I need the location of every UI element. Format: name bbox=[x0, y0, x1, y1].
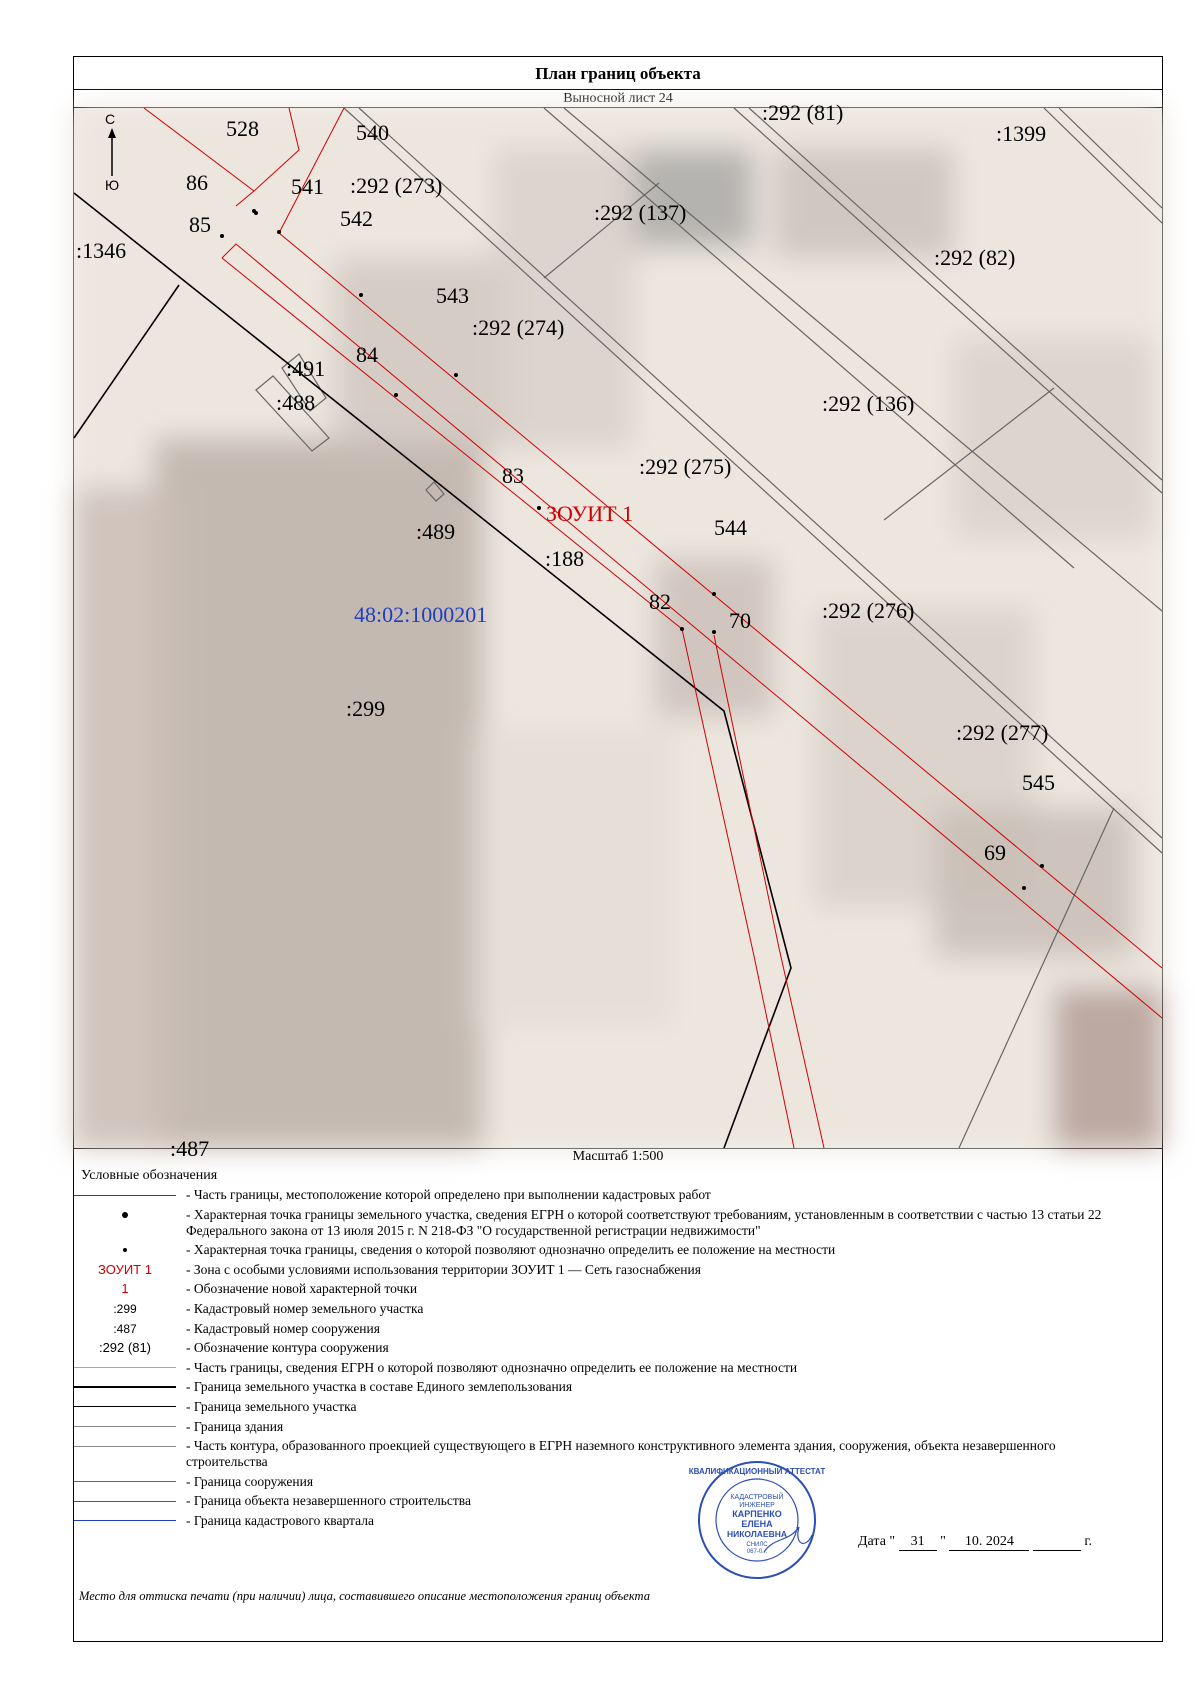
engineer-stamp bbox=[688, 1457, 826, 1583]
label-82: 82 bbox=[649, 589, 671, 614]
legend-item: - Граница сооружения bbox=[74, 1474, 1162, 1490]
date-field: Дата " 31 " 10. 2024 г. bbox=[858, 1534, 1093, 1549]
map-scale: Масштаб 1:500 bbox=[572, 1149, 664, 1164]
thick-black-line-symbol bbox=[74, 1386, 176, 1388]
label-543: 543 bbox=[436, 283, 469, 308]
legend-title: Условные обозначения bbox=[81, 1168, 218, 1183]
label-540: 540 bbox=[356, 120, 389, 145]
legend-item: - Часть контура, образованного проекцией существующего в ЕГРН наземного конструктивного элемента здания, сооружения, объекта незавершенного строительства bbox=[74, 1438, 1162, 1470]
point-83 bbox=[537, 506, 541, 510]
parcel-number-symbol: :299 bbox=[113, 1301, 137, 1316]
svg-text:ИНЖЕНЕР: ИНЖЕНЕР bbox=[739, 1502, 775, 1509]
label-487: :487 bbox=[170, 1136, 210, 1161]
red-line-symbol bbox=[74, 1195, 176, 1196]
label-292-277: :292 (277) bbox=[956, 720, 1049, 745]
svg-text:КАРПЕНКО: КАРПЕНКО bbox=[732, 1509, 782, 1519]
point-70 bbox=[712, 630, 716, 634]
legend-item: :487 - Кадастровый номер сооружения bbox=[113, 1320, 380, 1336]
label-528: 528 bbox=[226, 116, 259, 141]
legend-item: ЗОУИТ 1 - Зона с особыми условиями использования территории ЗОУИТ 1 — Сеть газоснабжения bbox=[98, 1261, 701, 1277]
sheet-number: Выносной лист 24 bbox=[74, 90, 1162, 108]
svg-text:НИКОЛАЕВНА: НИКОЛАЕВНА bbox=[726, 1529, 788, 1539]
label-84: 84 bbox=[356, 342, 378, 367]
black-line-symbol bbox=[74, 1406, 176, 1407]
stamp-footnote: Место для оттиска печати (при наличии) лица, составившего описание местоположения границ объекта bbox=[79, 1589, 650, 1603]
date-day: 31 bbox=[899, 1534, 937, 1551]
label-292-81: :292 (81) bbox=[762, 100, 844, 125]
point-82 bbox=[680, 627, 684, 631]
svg-text:067-0...: 067-0... bbox=[746, 1549, 768, 1555]
point-543 bbox=[454, 373, 458, 377]
legend-item: 1 - Обозначение новой характерной точки bbox=[121, 1281, 418, 1297]
point-528 bbox=[254, 211, 258, 215]
point-84 bbox=[394, 393, 398, 397]
legend-item: - Часть границы, местоположение которой определено при выполнении кадастровых работ bbox=[74, 1187, 1162, 1203]
label-541: 541 bbox=[291, 174, 324, 199]
plan-frame bbox=[73, 56, 1163, 1642]
label-542: 542 bbox=[340, 206, 373, 231]
legend-item: - Граница земельного участка в составе Единого землепользования bbox=[74, 1379, 1162, 1395]
date-blank bbox=[1033, 1534, 1081, 1551]
label-83: 83 bbox=[502, 463, 524, 488]
point-545 bbox=[1040, 864, 1044, 868]
zone-label: ЗОУИТ 1 bbox=[546, 501, 634, 526]
legend-item: :299 - Кадастровый номер земельного участка bbox=[113, 1300, 424, 1316]
label-70: 70 bbox=[729, 608, 751, 633]
label-292-275: :292 (275) bbox=[639, 454, 732, 479]
label-544: 544 bbox=[714, 515, 747, 540]
new-point-symbol: 1 bbox=[121, 1281, 129, 1297]
legend-item: - Характерная точка границы, сведения о которой позволяют однозначно определить ее положение на местности bbox=[74, 1242, 1162, 1258]
point-544 bbox=[712, 592, 716, 596]
label-292-274: :292 (274) bbox=[472, 315, 565, 340]
legend-item: - Характерная точка границы земельного участка, сведения ЕГРН о которой соответствуют требованиям, установленным в соответствии с частью 13 статьи 22 Федерального закона от 13 июля 2015 г. N 218-ФЗ "О государственной регистрации недвижимости" bbox=[74, 1207, 1162, 1239]
blue-line-symbol bbox=[74, 1520, 176, 1521]
label-292-136: :292 (136) bbox=[822, 391, 915, 416]
label-188: :188 bbox=[545, 546, 585, 571]
svg-text:ЕЛЕНА: ЕЛЕНА bbox=[741, 1519, 773, 1529]
point-541 bbox=[277, 230, 281, 234]
label-488: :488 bbox=[276, 390, 316, 415]
page-title: План границ объекта bbox=[74, 57, 1162, 90]
legend-item: :292 (81) - Обозначение контура сооружения bbox=[98, 1340, 389, 1356]
small-dot-symbol bbox=[123, 1248, 127, 1252]
legend-item: - Граница земельного участка bbox=[74, 1399, 1162, 1415]
label-491: :491 bbox=[286, 356, 326, 381]
point-85 bbox=[220, 234, 224, 238]
gray-line-symbol bbox=[74, 1367, 176, 1368]
svg-text:КВАЛИФИКАЦИОННЫЙ АТТЕСТАТ: КВАЛИФИКАЦИОННЫЙ АТТЕСТАТ bbox=[688, 1467, 826, 1476]
svg-text:КАДАСТРОВЫЙ: КАДАСТРОВЫЙ bbox=[730, 1494, 784, 1501]
label-292-276: :292 (276) bbox=[822, 598, 915, 623]
point-542 bbox=[359, 293, 363, 297]
building-line-symbol bbox=[74, 1426, 176, 1427]
legend-item: - Часть границы, сведения ЕГРН о которой позволяют однозначно определить ее положение на местности bbox=[74, 1360, 1162, 1376]
big-dot-symbol bbox=[122, 1212, 128, 1218]
label-69: 69 bbox=[984, 840, 1006, 865]
legend-item: - Граница объекта незавершенного строительства bbox=[74, 1493, 1162, 1509]
label-489: :489 bbox=[416, 519, 456, 544]
zone-symbol: ЗОУИТ 1 bbox=[98, 1261, 152, 1277]
label-292-137: :292 (137) bbox=[594, 200, 687, 225]
contour-symbol: :292 (81) bbox=[98, 1340, 152, 1356]
structure-number-symbol: :487 bbox=[113, 1321, 137, 1336]
svg-text:СНИЛС: СНИЛС bbox=[746, 1542, 768, 1548]
label-1399: :1399 bbox=[996, 121, 1047, 146]
label-86: 86 bbox=[186, 170, 208, 195]
legend-item: - Граница здания bbox=[74, 1419, 1162, 1435]
legend-item: - Граница кадастрового квартала bbox=[74, 1513, 1162, 1529]
label-545: 545 bbox=[1022, 770, 1055, 795]
point-69 bbox=[1022, 886, 1026, 890]
label-1346: :1346 bbox=[76, 238, 127, 263]
date-month-year: 10. 2024 bbox=[949, 1534, 1029, 1551]
north-label: С bbox=[105, 111, 116, 127]
label-85: 85 bbox=[189, 212, 211, 237]
legend bbox=[74, 1187, 1162, 1533]
projection-line-symbol bbox=[74, 1446, 176, 1447]
label-299: :299 bbox=[346, 696, 386, 721]
structure-line-symbol bbox=[74, 1481, 176, 1482]
label-292-82: :292 (82) bbox=[934, 245, 1016, 270]
south-label: Ю bbox=[105, 177, 120, 193]
quarter-label: 48:02:1000201 bbox=[354, 602, 488, 627]
unfinished-line-symbol bbox=[74, 1501, 176, 1502]
label-292-273: :292 (273) bbox=[350, 173, 443, 198]
